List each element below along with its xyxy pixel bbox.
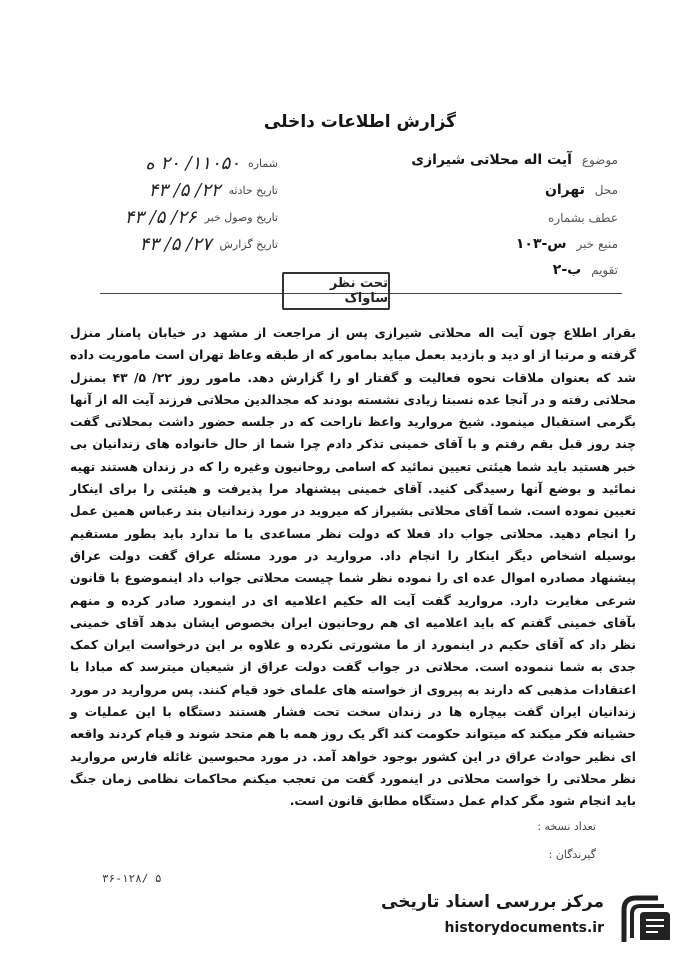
metadata-block [100, 150, 278, 258]
report-date-row [100, 231, 278, 258]
evaluation-field [553, 262, 618, 278]
place-label: محل [594, 183, 618, 197]
watermark-url: historydocuments.ir [444, 920, 604, 936]
event-date-value: ۲۲/ ۵/ ۴۳ [148, 180, 221, 201]
recipients-label: گیرندگان : [548, 848, 596, 861]
reference-label: عطف بشماره [548, 211, 618, 225]
event-date-row [100, 177, 278, 204]
source-label: منبع خبر [576, 237, 618, 251]
event-date-label: تاریخ حادثه [228, 184, 278, 197]
subject-field [411, 152, 618, 168]
archive-logo-icon [618, 892, 676, 946]
report-date-value: ۲۷/ ۵/ ۴۳ [139, 234, 212, 255]
source-field [516, 236, 618, 252]
classification-stamp: تحت نظر ساواک [282, 272, 390, 310]
evaluation-value: ب-۲ [552, 262, 582, 278]
report-title: گزارش اطلاعات داخلی [263, 112, 457, 132]
subject-value: آیت اله محلاتی شیرازی [411, 152, 572, 168]
number-label: شماره [247, 157, 278, 170]
receipt-date-row [100, 204, 278, 231]
watermark-name: مرکز بررسی اسناد تاریخی [381, 892, 604, 912]
evaluation-label: تقویم [591, 263, 618, 277]
copies-label: تعداد نسخه : [537, 820, 596, 833]
report-body [70, 322, 636, 813]
number-row [100, 150, 278, 177]
place-value: تهران [544, 182, 585, 198]
receipt-date-value: ۲۶/ ۵/ ۴۳ [124, 207, 197, 228]
place-field [545, 182, 618, 198]
number-value: ۱۱۰۵۰/ ۲۰ ه [145, 153, 240, 174]
watermark [352, 890, 682, 948]
report-text: بقرار اطلاع چون آیت اله محلاتی شیرازی پس از مراجعت از مشهد در خیابان پامنار منزل گرفته و مرتبا از او دید و بازدید بعمل میاید بمامور که از طبقه وعاظ تهران است ماموریت داده شد که بعنوان ملاقات نحوه فعالیت و گفتار او را گزارش دهد. مامور روز ۲۲/ ۵/ ۴۳ بمنزل محلاتی رفته و در آنجا عده نسبتا زیادی نشسته بودند که مجدالدین محلاتی فرزند آیت اله از آنها بگرمی استقبال مینمود. شیخ مروارید واعظ ناراحت که در جلسه حضور داشت بمحلاتی گفت چند روز قبل بقم رفتم و با آقای خمینی تذکر دادم چرا شما از حال خانواده های زندانیان بی خبر هستید باید شما هیئتی تعیین نمائید که اسامی روحانیون وغیره را که در زندان هستند تهیه نمائید و بوضع آنها رسیدگی کنید. آقای خمینی پیشنهاد مرا پذیرفت و هیئتی را برای اینکار تعیین نموده است. شما آقای محلاتی بشیراز که میروید در مورد زندانیان بند رعباس همین عمل را انجام دهید. محلاتی جواب داد فعلا که دولت نظر مساعدی با ما ندارد باید بطور مستقیم بوسیله اشخاص دیگر اینکار را انجام داد. مروارید در مورد مسئله عراق گفت دولت عراق پیشنهاد مصادره اموال عده ای را نموده نظر شما چیست محلاتی جواب داد اینموضوع با قانون شرعی مغایرت دارد. مروارید گفت آیت اله حکیم اعلامیه ای در اینمورد صادر کرده و منهم بآقای خمینی گفتم که باید اعلامیه ای هم روحانیون ایران بخصوص ایشان بدهد آقای خمینی نظر داد که آقای حکیم در اینمورد از ما مشورتی نکرده و علاوه بر این درخواست ایران کمک جدی به شما ننموده است. محلاتی در جواب گفت دولت عراق از شیعیان میترسد که مبادا با اعتقادات مذهبی که دارند به پیروی از خواسته های علمای خود قیام کنند. پس مروارید در مورد زندانیان ایران گفت بیچاره ها در زندان سخت تحت فشار هستند دستگاه با این عملیات و حشیانه فکر میکند که میتواند حکومت کند اگر یک روز همه با هم متحد شوند و قیام کردند واقعه ای نظیر حوادث عراق در این کشور بوجود خواهد آمد. در مورد محبوسین غائله فارس مروارید نظر محلاتی را خواست محلاتی در اینمورد گفت من تعجب میکنم محاکمات نظامی زمان جنگ باید انجام شود مگر کدام عمل دستگاه مطابق قانون است. [70, 326, 636, 809]
subject-label: موضوع [581, 153, 618, 167]
receipt-date-label: تاریخ وصول خبر [204, 211, 278, 224]
source-value: س-۱۰۳ [515, 236, 567, 252]
report-date-label: تاریخ گزارش [219, 238, 278, 251]
document-number: ۳۶-۱۲۸/ ۵ [102, 872, 162, 885]
reference-field [542, 210, 618, 226]
